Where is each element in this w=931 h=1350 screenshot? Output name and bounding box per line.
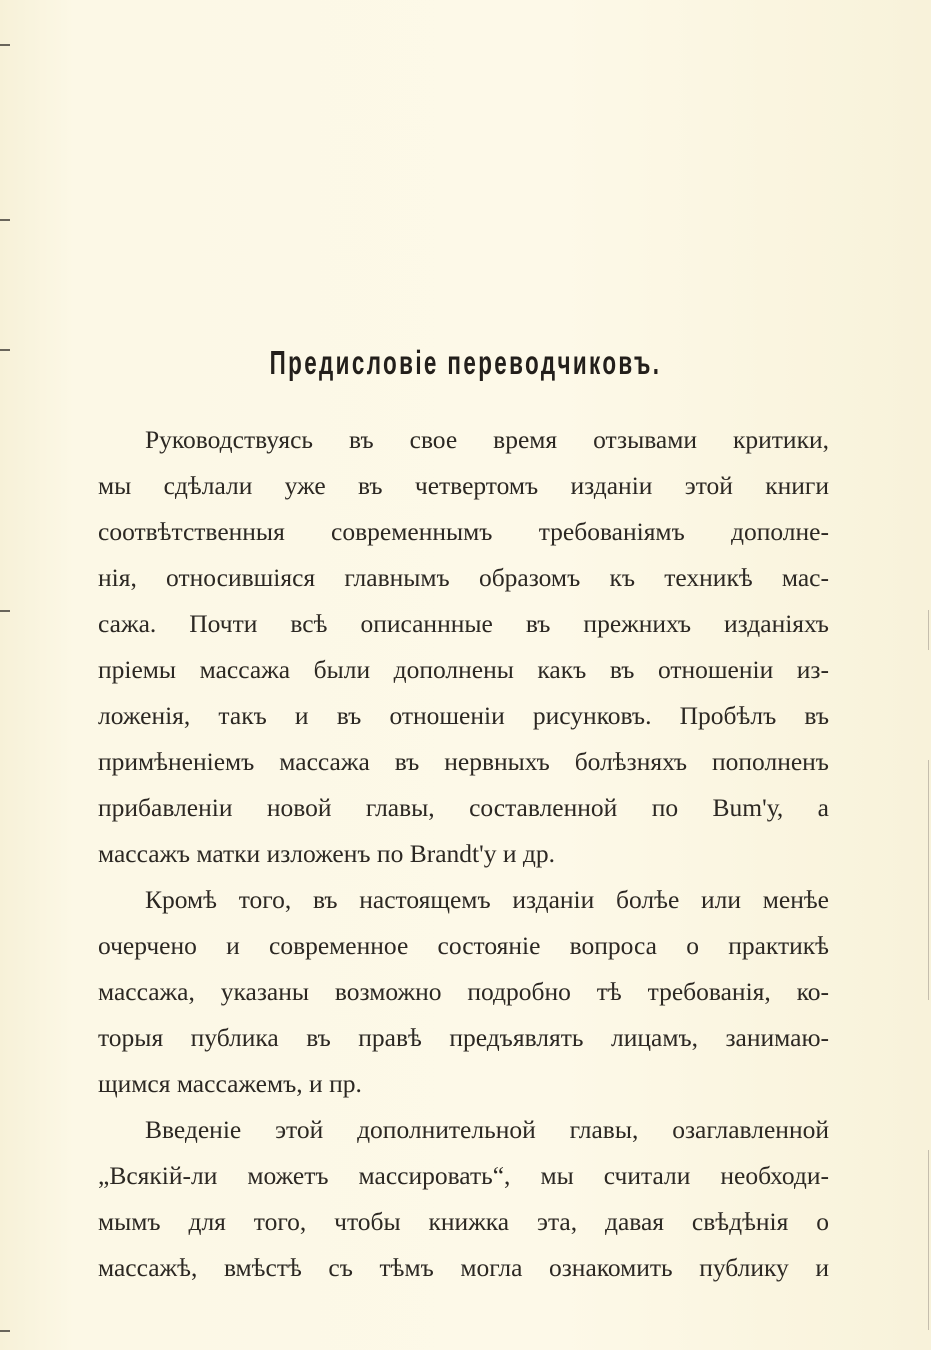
page-edge-rule	[928, 760, 929, 1000]
text-line: массажъ матки изложенъ по Brandt'у и др.	[98, 839, 555, 868]
text-line: массажа, указаны возможно подробно тѣ требованія, ко-	[98, 977, 829, 1006]
text-line: примѣненіемъ массажа въ нервныхъ болѣзняхъ пополненъ	[98, 747, 829, 776]
text-line: очерчено и современное состояніе вопроса о практикѣ	[98, 931, 829, 960]
text-line: пріемы массажа были дополнены какъ въ отношеніи из-	[98, 655, 829, 684]
text-line: мымъ для того, чтобы книжка эта, давая свѣдѣнія о	[98, 1207, 829, 1236]
text-line: „Всякій-ли можетъ массировать“, мы считали необходи-	[98, 1161, 829, 1190]
text-line: нія, относившіяся главнымъ образомъ къ техникѣ мас-	[98, 563, 829, 592]
text-line: массажѣ, вмѣстѣ съ тѣмъ могла ознакомить публику и	[98, 1253, 829, 1282]
page-edge-mark	[0, 219, 10, 221]
text-line: торыя публика въ правѣ предъявлять лицамъ, занимаю-	[98, 1023, 829, 1052]
text-line: щимся массажемъ, и пр.	[98, 1069, 362, 1098]
page-edge-mark	[0, 44, 10, 46]
text-line: сажа. Почти всѣ описаннные въ прежнихъ изданіяхъ	[98, 609, 829, 638]
text-line: Руководствуясь въ свое время отзывами критики,	[145, 425, 829, 454]
text-line: соотвѣтственныя современнымъ требованіямъ дополне-	[98, 517, 829, 546]
page-title: Предисловіе переводчиковъ.	[269, 344, 662, 381]
text-line: прибавленіи новой главы, составленной по Bum'у, а	[98, 793, 829, 822]
text-line: Введеніе этой дополнительной главы, озаглавленной	[145, 1115, 829, 1144]
text-line: ложенія, такъ и въ отношеніи рисунковъ. Пробѣлъ въ	[98, 701, 829, 730]
page-edge-mark	[0, 610, 10, 612]
text-line: Кромѣ того, въ настоящемъ изданіи болѣе или менѣе	[145, 885, 829, 914]
page-edge-mark	[0, 349, 10, 351]
text-line: мы сдѣлали уже въ четвертомъ изданіи этой книги	[98, 471, 829, 500]
page-edge-mark	[0, 1330, 10, 1332]
page-edge-rule	[928, 610, 929, 650]
page-edge-rule	[928, 1150, 929, 1330]
